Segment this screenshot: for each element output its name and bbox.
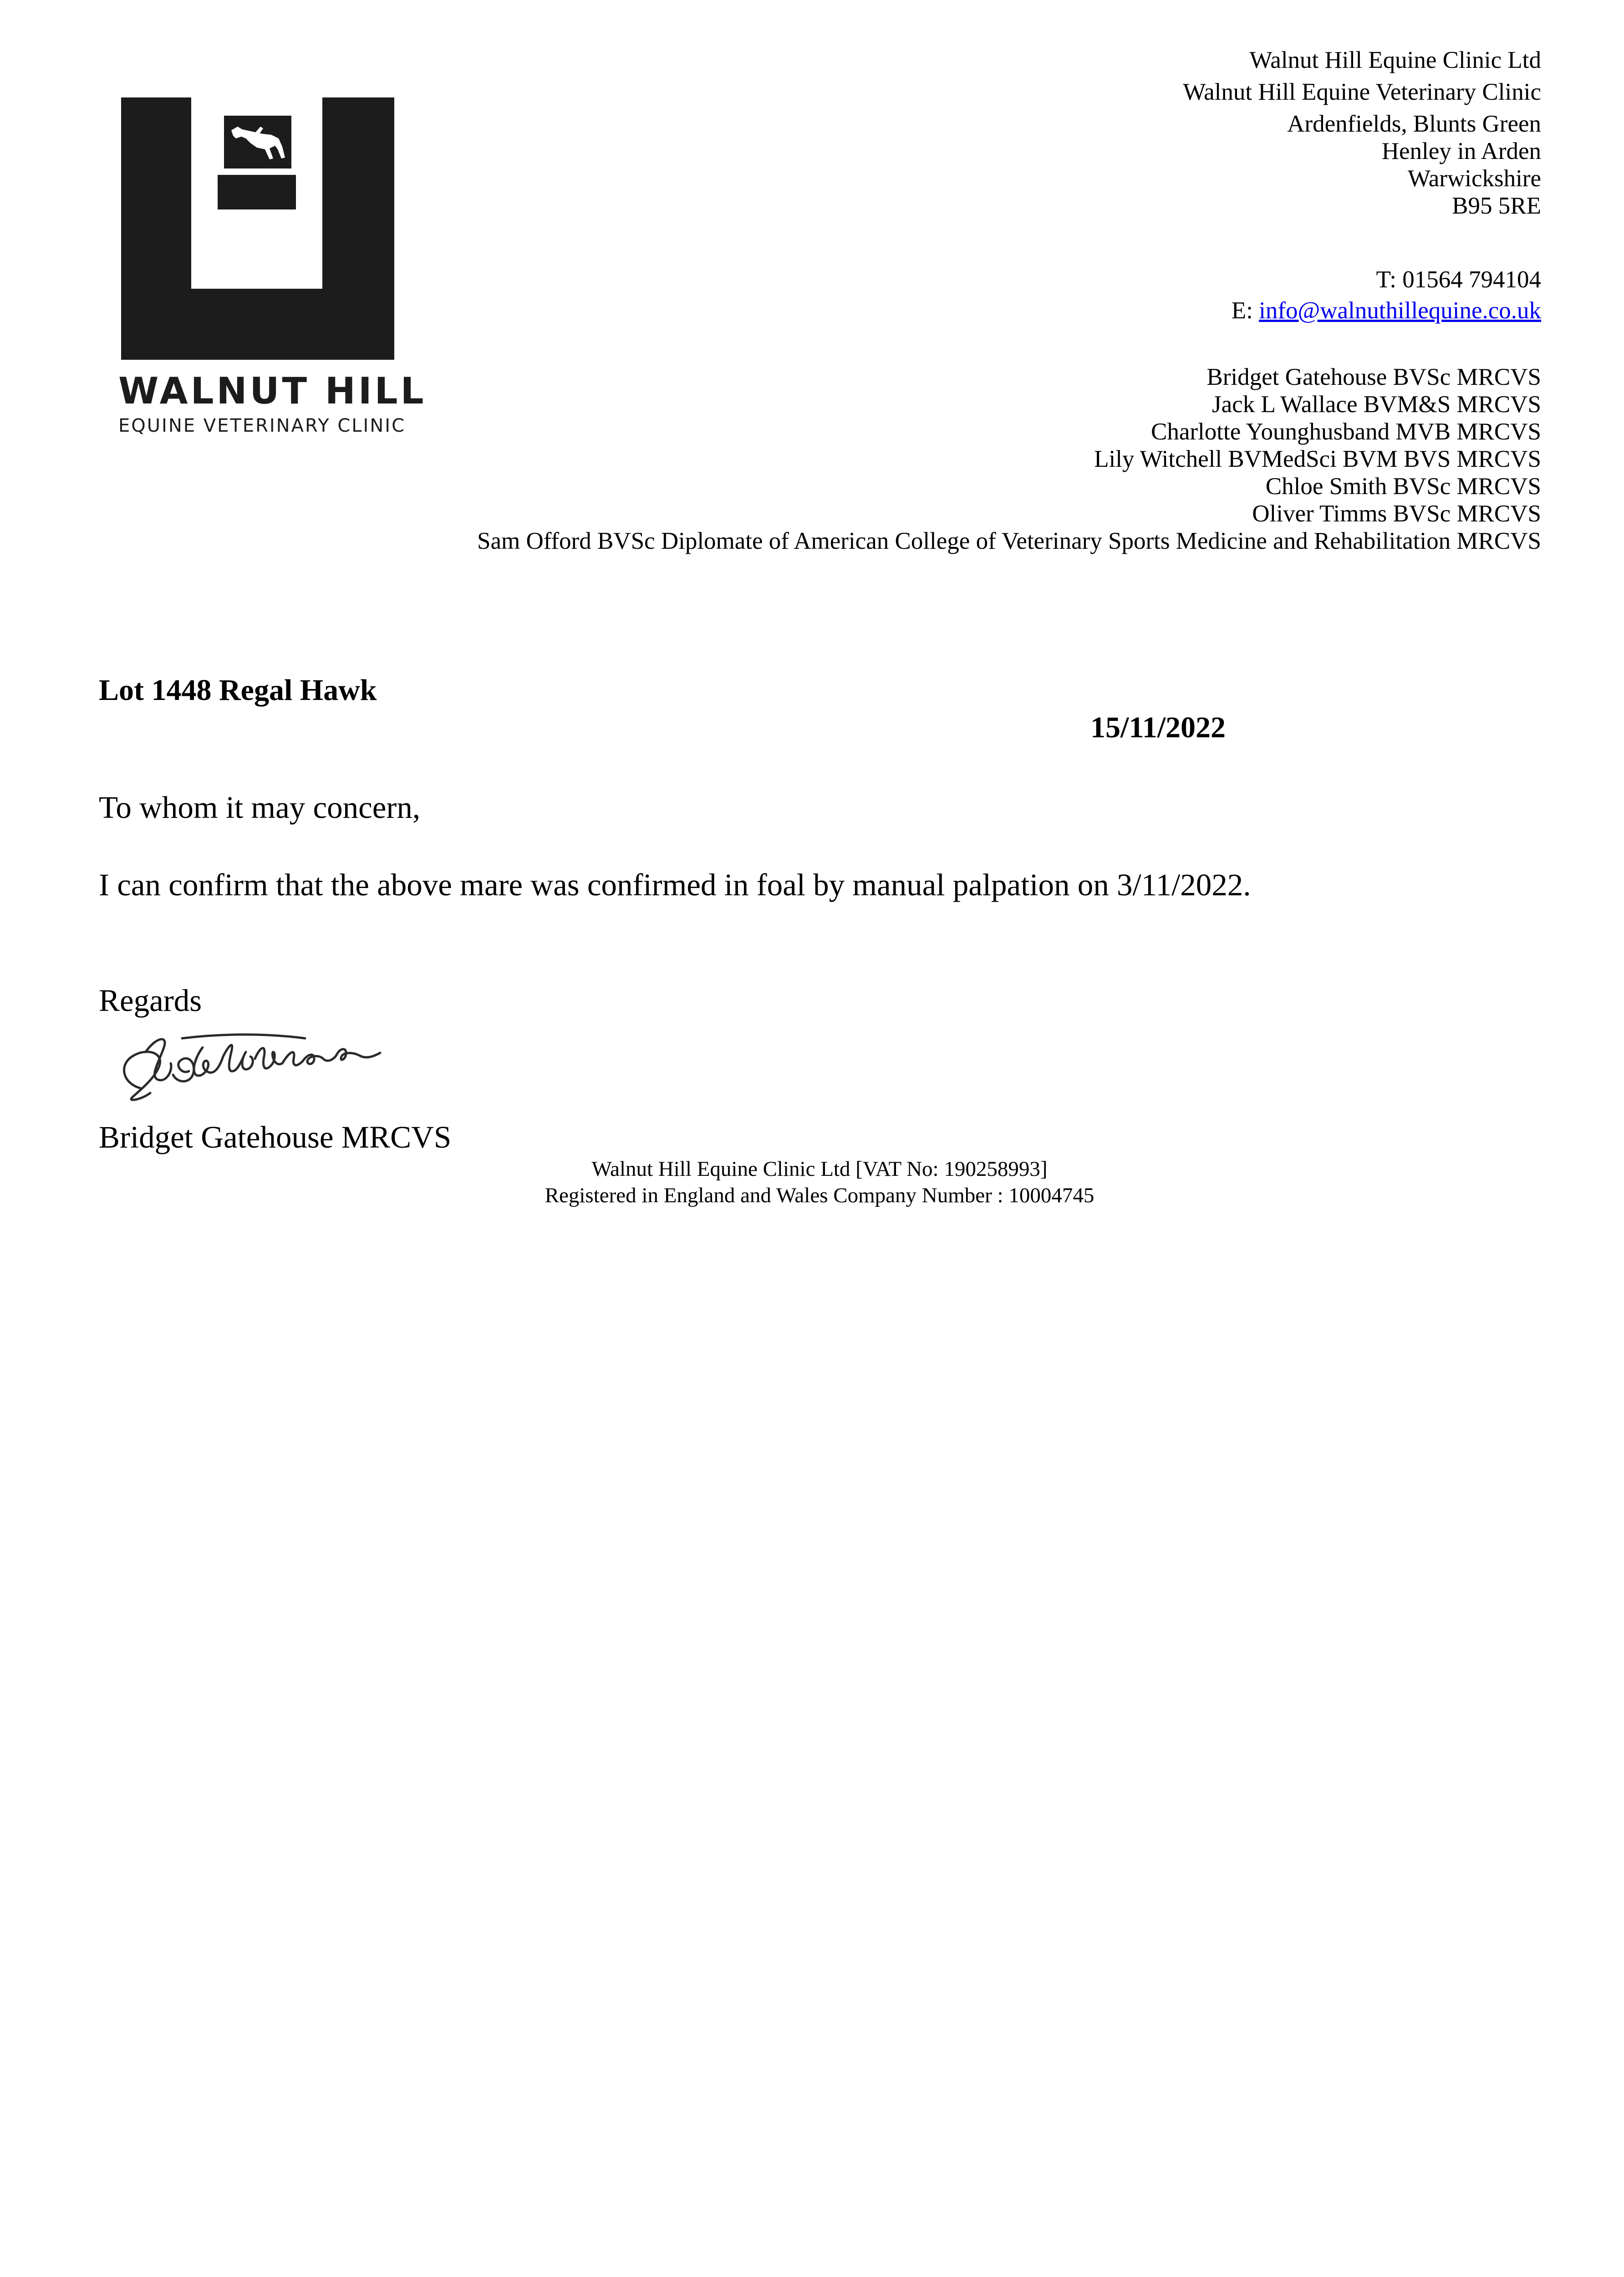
- letter-salutation: To whom it may concern,: [99, 790, 421, 825]
- clinic-name: Walnut Hill Equine Veterinary Clinic: [1183, 79, 1541, 105]
- address-line-2: Henley in Arden: [1381, 138, 1541, 164]
- address-line-3: Warwickshire: [1407, 165, 1541, 192]
- letter-date: 15/11/2022: [1090, 711, 1226, 744]
- signature-image: [114, 1020, 405, 1111]
- footer-registration-line: Registered in England and Wales Company Number : 10004745: [545, 1184, 1095, 1207]
- address-line-1: Ardenfields, Blunts Green: [1287, 111, 1541, 137]
- clinic-logo: [118, 95, 427, 441]
- brand-tagline: EQUINE VETERINARY CLINIC: [118, 415, 406, 436]
- vet-name-4: Lily Witchell BVMedSci BVM BVS MRCVS: [1094, 446, 1541, 472]
- email-line: [1232, 297, 1541, 324]
- email-label: E:: [1231, 297, 1259, 324]
- vet-name-2: Jack L Wallace BVM&S MRCVS: [1212, 391, 1541, 418]
- phone-number: T: 01564 794104: [1376, 266, 1541, 293]
- vet-name-1: Bridget Gatehouse BVSc MRCVS: [1207, 364, 1541, 390]
- brand-name: WALNUT HILL: [118, 370, 427, 412]
- letter-subject: Lot 1448 Regal Hawk: [99, 674, 377, 707]
- footer-vat-line: Walnut Hill Equine Clinic Ltd [VAT No: 190258993]: [591, 1157, 1048, 1181]
- company-name: Walnut Hill Equine Clinic Ltd: [1249, 47, 1541, 73]
- letter-body: I can confirm that the above mare was confirmed in foal by manual palpation on 3/11/2022.: [99, 868, 1251, 902]
- letter-closing: Regards: [99, 983, 202, 1018]
- vet-name-6: Oliver Timms BVSc MRCVS: [1252, 500, 1541, 527]
- vet-name-5: Chloe Smith BVSc MRCVS: [1265, 473, 1541, 500]
- vet-name-7: Sam Offord BVSc Diplomate of American College of Veterinary Sports Medicine and Rehabilitation MRCVS: [477, 528, 1541, 554]
- signature: [114, 1020, 405, 1111]
- vet-name-3: Charlotte Younghusband MVB MRCVS: [1151, 419, 1541, 445]
- email-link[interactable]: info@walnuthillequine.co.uk: [1259, 297, 1541, 324]
- signatory-name: Bridget Gatehouse MRCVS: [99, 1120, 452, 1154]
- address-postcode: B95 5RE: [1452, 193, 1541, 219]
